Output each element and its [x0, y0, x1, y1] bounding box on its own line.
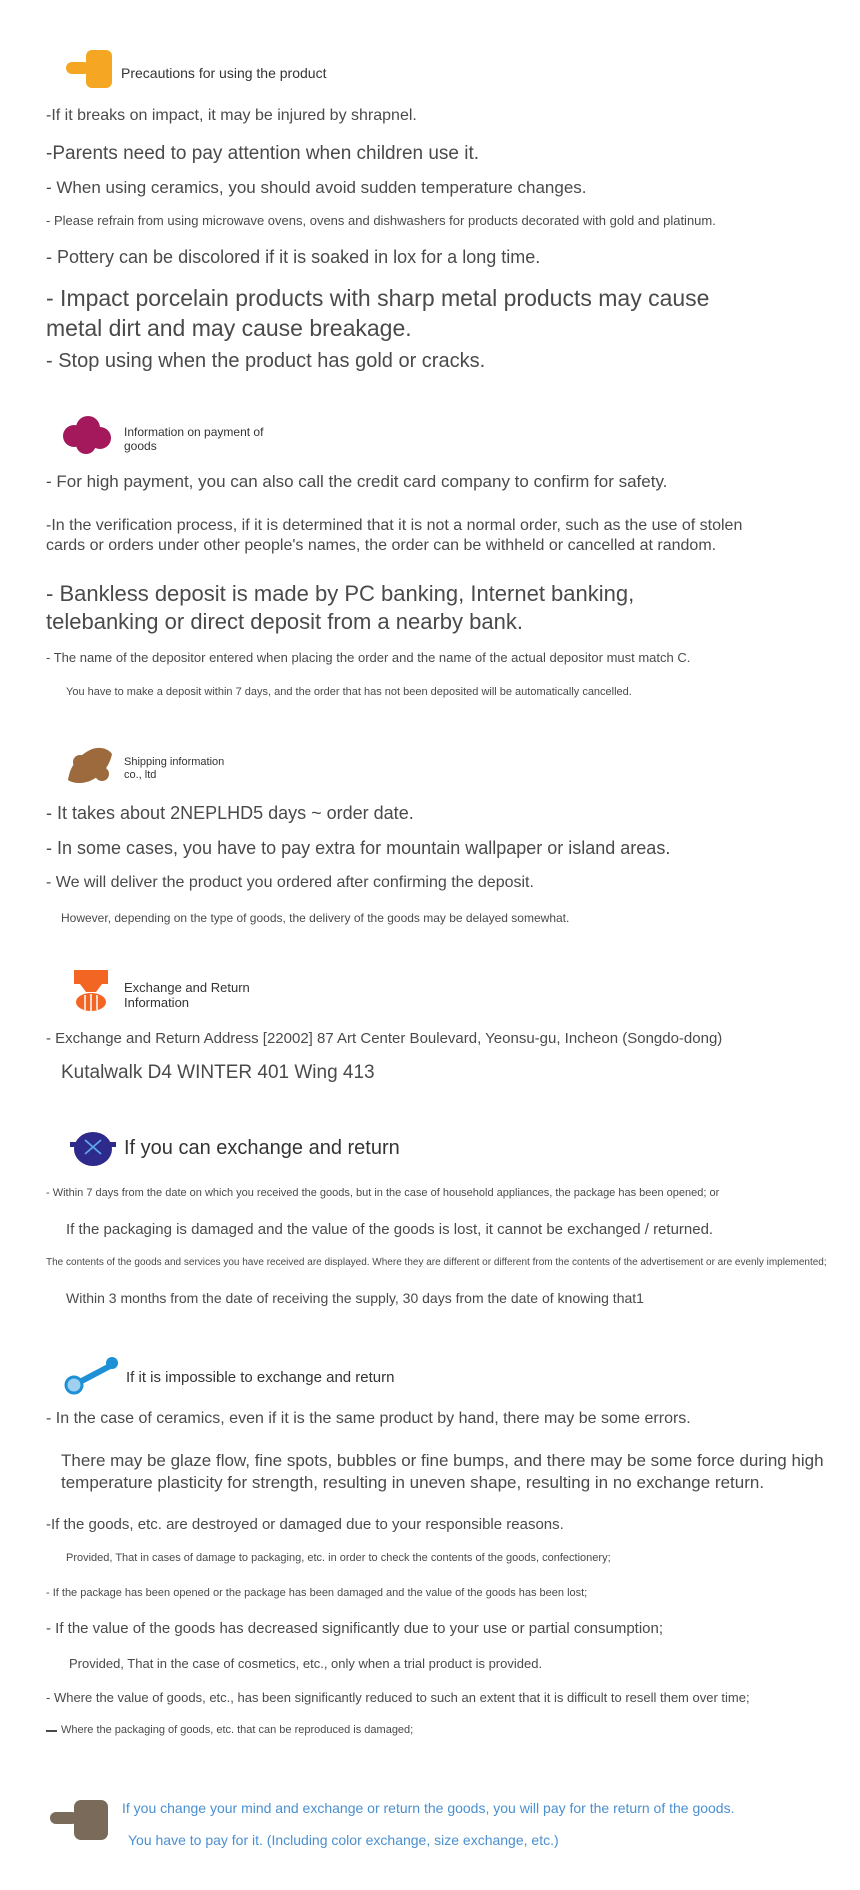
shipping-item: - We will deliver the product you ordered after confirming the deposit. [46, 874, 534, 891]
pot-icon [70, 1128, 116, 1168]
precaution-item: -If it breaks on impact, it may be injured by shrapnel. [46, 107, 417, 124]
cannot-exchange-item: - Where the value of goods, etc., has been significantly reduced to such an extent that it is difficult to resell them over time; [46, 1690, 750, 1705]
berry-icon [60, 414, 116, 456]
can-exchange-item: If the packaging is damaged and the value of the goods is lost, it cannot be exchanged / returned. [66, 1221, 714, 1238]
exchange-address-detail: Kutalwalk D4 WINTER 401 Wing 413 [61, 1062, 375, 1083]
cannot-exchange-item: Where the packaging of goods, etc. that can be reproduced is damaged; [61, 1724, 414, 1736]
pin-icon [64, 1355, 122, 1395]
cannot-exchange-title: If it is impossible to exchange and return [126, 1369, 395, 1386]
precaution-item: - Pottery can be discolored if it is soaked in lox for a long time. [46, 247, 541, 267]
exchange-info-title: Exchange and Return Information [124, 980, 250, 1010]
shipping-title: Shipping information co., ltd [124, 756, 225, 781]
can-exchange-item: Within 3 months from the date of receiving the supply, 30 days from the date of knowing that1 [66, 1290, 644, 1306]
cannot-exchange-item: - In the case of ceramics, even if it is the same product by hand, there may be some errors. [46, 1410, 691, 1427]
cannot-exchange-item: - If the package has been opened or the package has been damaged and the value of the goods has been lost; [46, 1587, 588, 1599]
return-cost-line: If you change your mind and exchange or return the goods, you will pay for the return of the goods. [122, 1800, 735, 1816]
can-exchange-item: The contents of the goods and services you have received are displayed. Where they are different or different from the contents of the advertisement or are evenly implemented; [46, 1257, 827, 1268]
cannot-exchange-item: Provided, That in cases of damage to packaging, etc. in order to check the contents of the goods, confectionery; [66, 1552, 611, 1564]
return-cost-line: You have to pay for it. (Including color exchange, size exchange, etc.) [128, 1832, 559, 1848]
precaution-item: - Please refrain from using microwave ovens, ovens and dishwashers for products decorated with gold and platinum. [46, 213, 716, 228]
paddle-icon [46, 1796, 112, 1844]
payment-item: -In the verification process, if it is determined that it is not a normal order, such as the use of stolen cards or orders under other people's names, the order can be withheld or cancelled at random. [46, 517, 743, 554]
exchange-address: - Exchange and Return Address [22002] 87 Art Center Boulevard, Yeonsu-gu, Incheon (Songdo-dong) [46, 1030, 723, 1047]
payment-item: - For high payment, you can also call the credit card company to confirm for safety. [46, 472, 668, 491]
payment-item: - Bankless deposit is made by PC banking, Internet banking, telebanking or direct deposit from a nearby bank. [46, 581, 635, 634]
shipping-item: - It takes about 2NEPLHD5 days ~ order date. [46, 803, 414, 823]
cannot-exchange-dash [46, 1730, 57, 1732]
can-exchange-item: - Within 7 days from the date on which you received the goods, but in the case of household appliances, the package has been opened; or [46, 1187, 720, 1199]
mallet-icon [60, 48, 116, 90]
precaution-item: - Stop using when the product has gold or cracks. [46, 350, 486, 372]
leaf-icon [64, 744, 116, 786]
shipping-item: However, depending on the type of goods, the delivery of the goods may be delayed somewhat. [61, 911, 570, 925]
shipping-item: - In some cases, you have to pay extra for mountain wallpaper or island areas. [46, 838, 671, 858]
cannot-exchange-item: There may be glaze flow, fine spots, bubbles or fine bumps, and there may be some force during high temperature plasticity for strength, resulting in uneven shape, resulting in no exchange return. [61, 1451, 824, 1492]
payment-item: You have to make a deposit within 7 days, and the order that has not been deposited will be automatically cancelled. [66, 686, 632, 698]
can-exchange-title: If you can exchange and return [124, 1137, 400, 1159]
cannot-exchange-item: - If the value of the goods has decreased significantly due to your use or partial consumption; [46, 1620, 664, 1637]
precaution-item: - Impact porcelain products with sharp metal products may cause metal dirt and may cause breakage. [46, 285, 710, 341]
cannot-exchange-item: -If the goods, etc. are destroyed or damaged due to your responsible reasons. [46, 1516, 564, 1533]
precautions-title: Precautions for using the product [121, 65, 327, 81]
cannot-exchange-item: Provided, That in the case of cosmetics, etc., only when a trial product is provided. [69, 1656, 543, 1671]
lantern-icon [72, 968, 112, 1012]
payment-title: Information on payment of goods [124, 425, 264, 453]
precaution-item: -Parents need to pay attention when children use it. [46, 143, 480, 164]
precaution-item: - When using ceramics, you should avoid sudden temperature changes. [46, 178, 587, 197]
payment-item: - The name of the depositor entered when placing the order and the name of the actual depositor must match C. [46, 650, 691, 665]
